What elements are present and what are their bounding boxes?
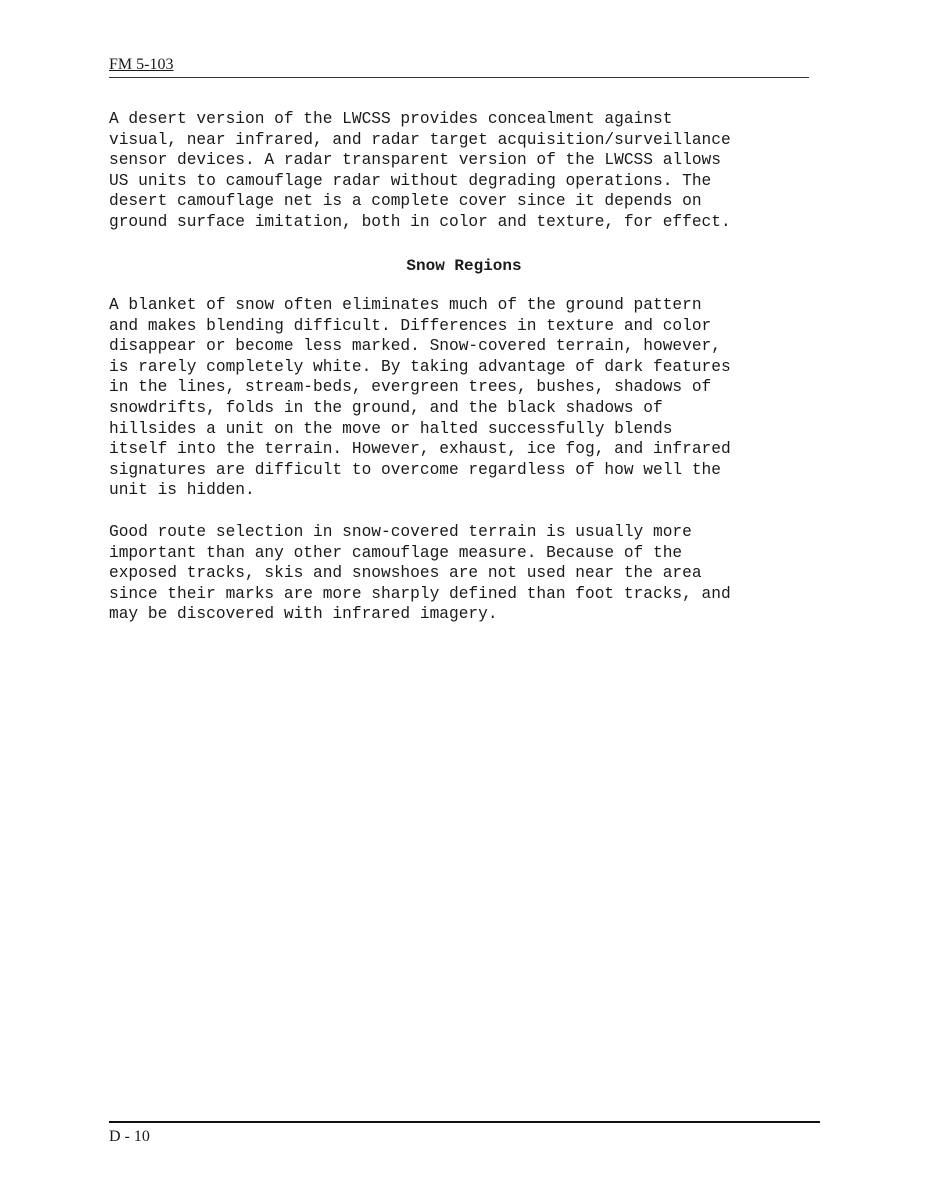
document-id: FM 5-103 [109,56,174,73]
page-header [109,55,809,78]
paragraph-route-selection: Good route selection in snow-covered terrain is usually more important than any other camouflage measure. Because of the exposed tracks, skis and snowshoes are not used near the area since their marks are more sharply defined than foot tracks, and may be discovered with infrared imagery. [109,523,731,624]
section-heading-snow-regions: Snow Regions [406,257,522,275]
page-number: D - 10 [109,1128,150,1145]
paragraph-snow-blanket: A blanket of snow often eliminates much of the ground pattern and makes blending difficult. Differences in texture and color disappear or become less marked. Snow-covered terrain, however, is rarely completely white. By taking advantage of dark features in the lines, stream-beds, evergreen trees, bushes, shadows of snowdrifts, folds in the ground, and the black shadows of hillsides a unit on the move or halted successfully blends itself into the terrain. However, exhaust, ice fog, and infrared signatures are difficult to overcome regardless of how well the unit is hidden. [109,296,731,500]
paragraph-desert-version: A desert version of the LWCSS provides concealment against visual, near infrared, and radar target acquisition/surveillance sensor devices. A radar transparent version of the LWCSS allows US units to camouflage radar without degrading operations. The desert camouflage net is a complete cover since it depends on ground surface imitation, both in color and texture, for effect. [109,110,731,231]
footer-divider [109,1121,820,1123]
